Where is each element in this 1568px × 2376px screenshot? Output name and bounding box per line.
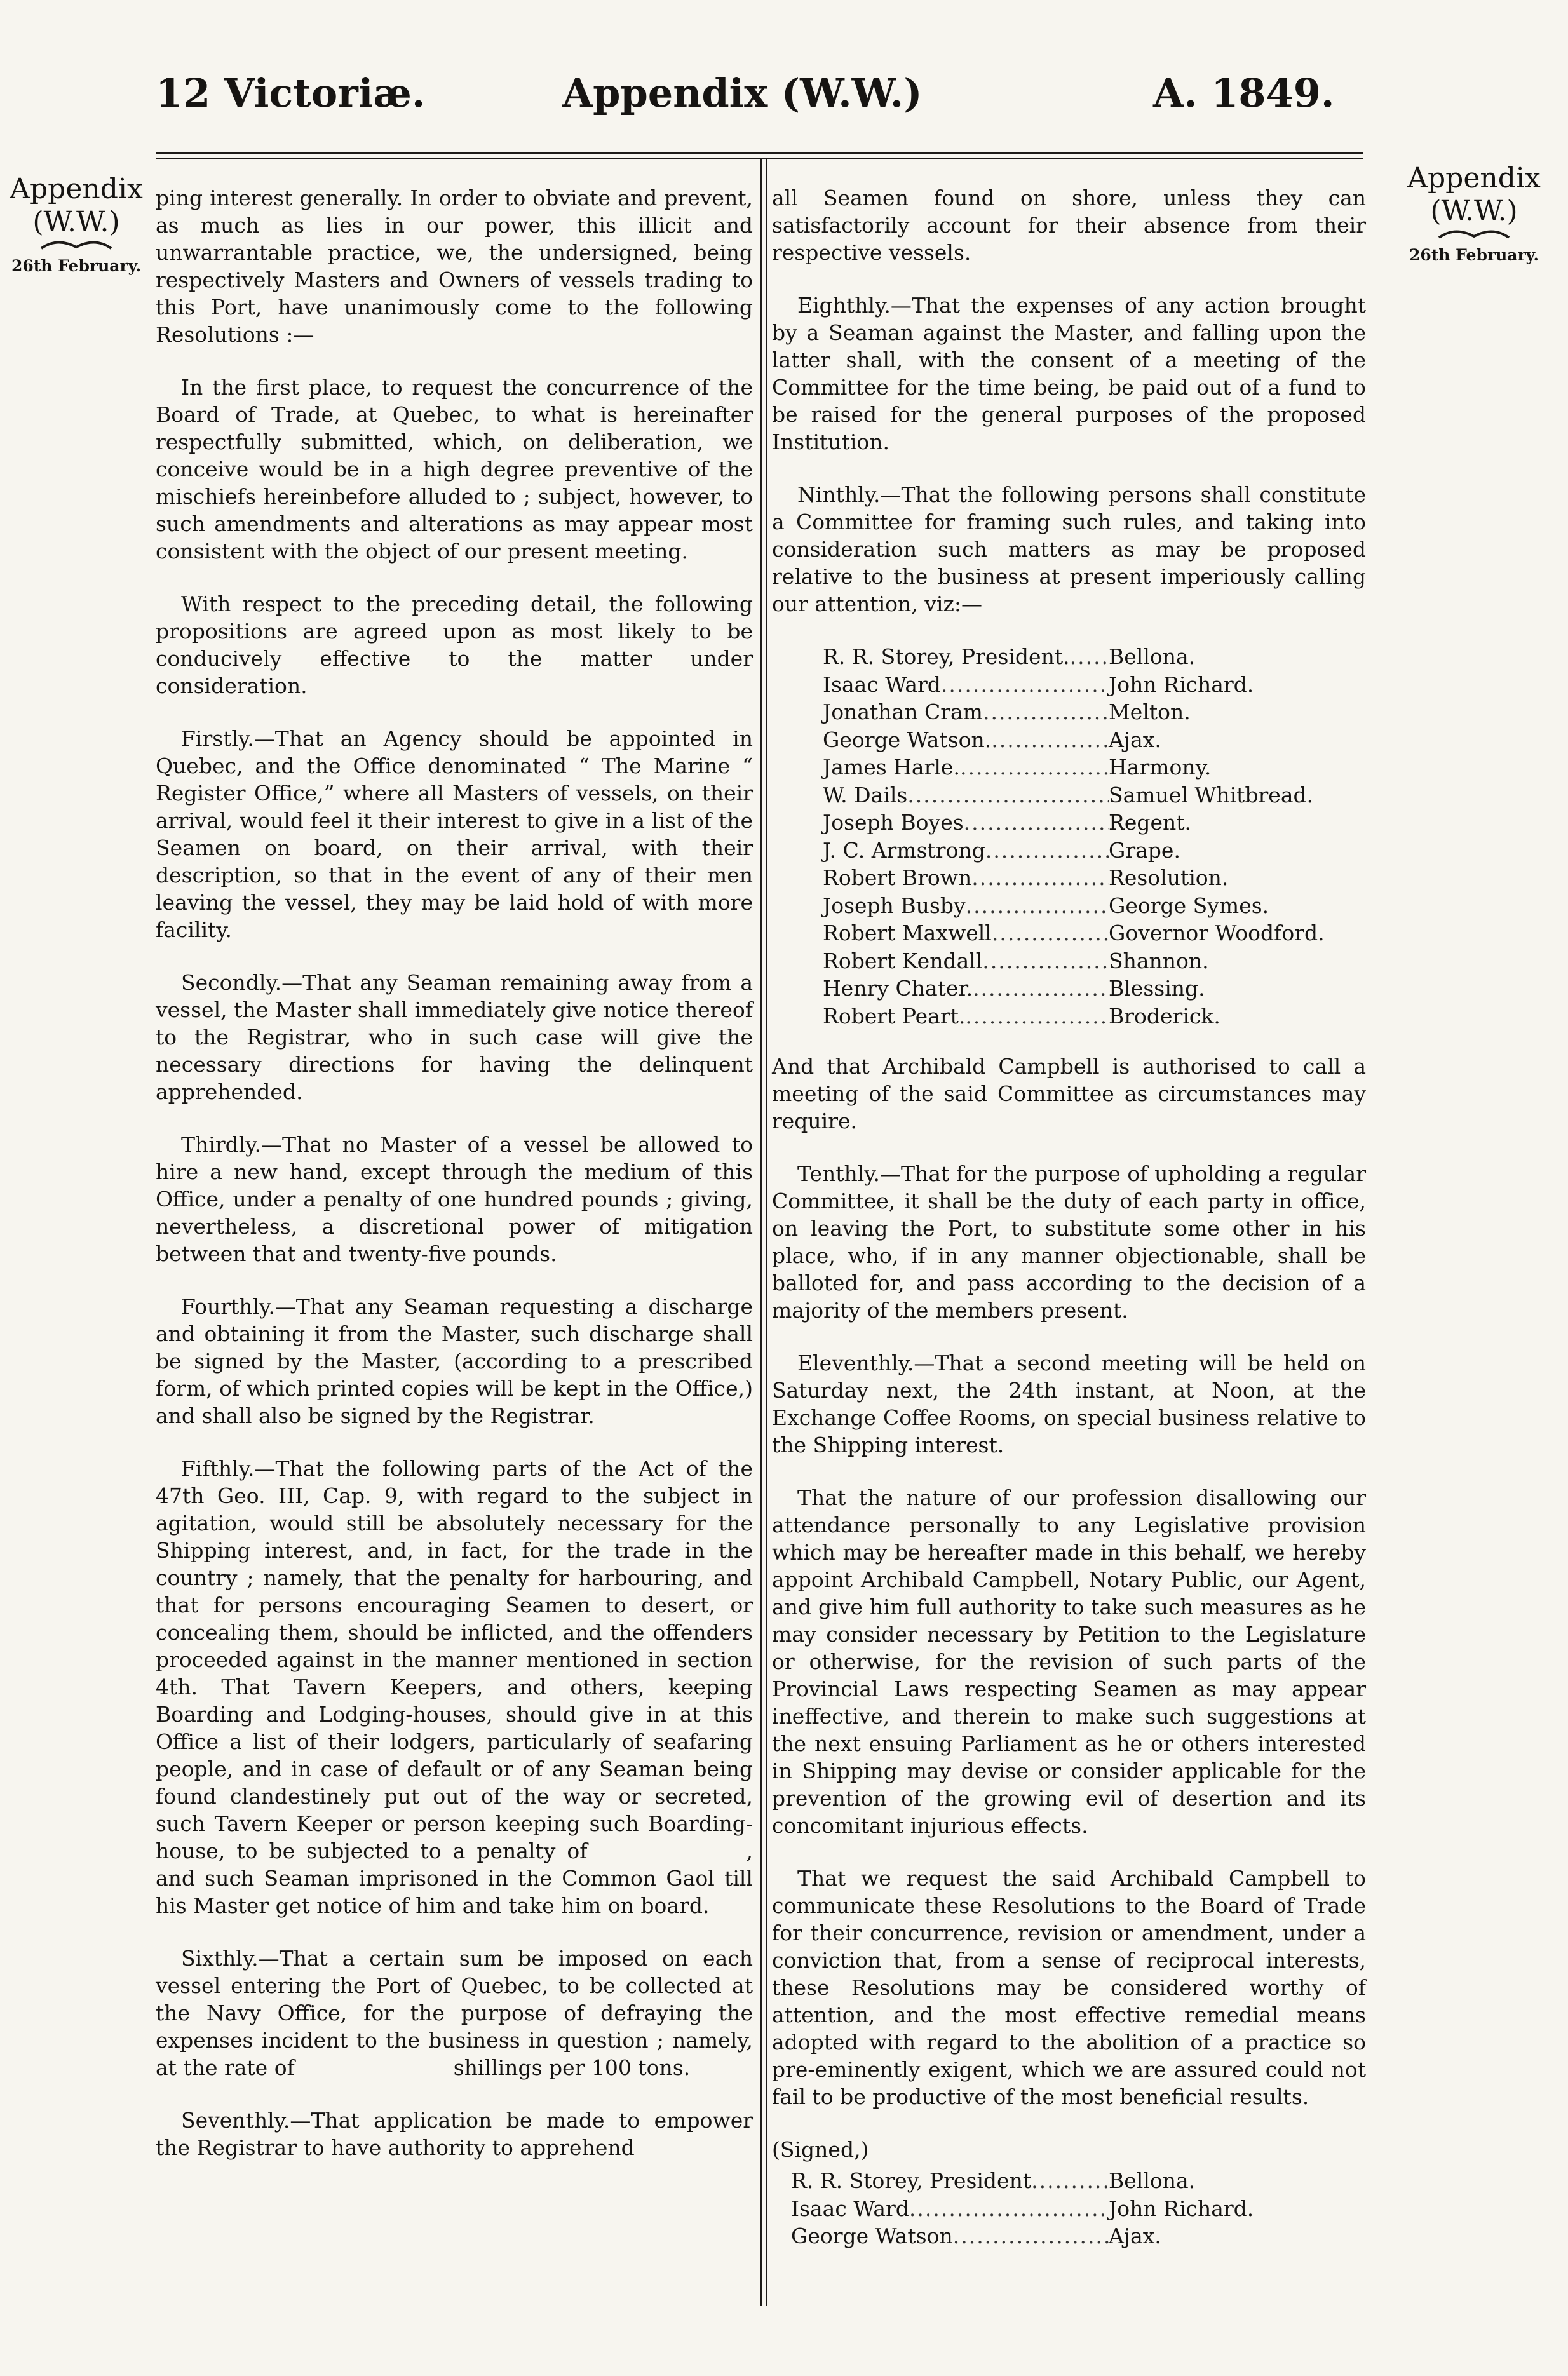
resolution-sixthly [156,1945,753,2081]
column-divider-right [766,159,767,2306]
vessel-name: Harmony. [1109,755,1212,780]
resolution-firstly: Firstly.—That an Agency should be appointed in Quebec, and the Office denominated “ The Marine “ Register Office,” where all Masters of vessels, on their arrival, would feel it their interest to give in a list of the Seamen on board, on their arrival, with their description, so that in the event of any of their men leaving the vessel, they may be laid hold of with more facility. [156,726,753,942]
page-header [0,70,1568,140]
dot-leader [1070,643,1109,671]
member-name: J. C. Armstrong [823,837,985,863]
vessel-name: Broderick. [1109,1003,1220,1029]
roster-row [823,809,1366,837]
signed-label: (Signed,) [772,2137,869,2162]
vessel-name: Regent. [1109,810,1192,835]
member-name: R. R. Storey, President. [823,644,1070,669]
dot-leader [991,726,1109,754]
resolution-eighthly: Eighthly.—That the expenses of any action brought by a Seaman against the Master, and falling upon the latter shall, with the consent of a meeting of the Committee for the time being, be paid out of a fund to be raised for the general purposes of the proposed Institution. [772,293,1366,454]
vessel-name: Ajax. [1109,2224,1161,2248]
member-name: R. R. Storey, President [791,2168,1032,2193]
member-name: Henry Chater. [823,976,973,1001]
roster-row [823,837,1366,865]
dot-leader [973,975,1109,1002]
dot-leader [953,2222,1109,2250]
resolution-eleventhly: Eleventhly.—That a second meeting will be held on Saturday next, the 24th instant, at Noon, at the Exchange Coffee Rooms, on special business relative to the Shipping interest. [772,1351,1366,1457]
vessel-name: Samuel Whitbread. [1109,782,1314,807]
vessel-name: John Richard. [1109,672,1254,697]
roster-row [823,781,1366,809]
resolution-thirdly: Thirdly.—That no Master of a vessel be allowed to hire a new hand, except through the medium of this Office, under a penalty of one hundred pounds ; giving, nevertheless, a discretional power of mitigation between that and twenty-five pounds. [156,1132,753,1266]
committee-roster [823,643,1366,1030]
resolution-tenthly: Tenthly.—That for the purpose of upholding a regular Committee, it shall be the duty of each party in office, on leaving the Port, to substitute some other in his place, who, if in any manner objectionable, shall be balloted for, and pass according to the decision of a majority of the members present. [772,1161,1366,1323]
roster-row [823,864,1366,892]
roster-row [823,975,1366,1002]
member-name: Isaac Ward [823,672,941,697]
margin-note-right [1398,162,1550,265]
header-session: 12 Victoriæ. [156,70,426,116]
dot-leader [982,947,1109,975]
vessel-name: Ajax. [1109,727,1161,752]
resolution-seventhly: Seventhly.—That application be made to empower the Registrar to have authority to apprehend [156,2108,753,2160]
roster-row [823,947,1366,975]
roster-row [791,2195,1366,2223]
vessel-name: George Symes. [1109,893,1269,918]
paragraph-preceding-detail: With respect to the preceding detail, the following propositions are agreed upon as most likely to be conducively effective to the matter under consideration. [156,591,753,698]
vessel-name: Bellona. [1109,644,1196,669]
header-rule-top [156,152,1363,154]
dot-leader [983,698,1109,726]
swash-ornament [38,239,114,253]
member-name: Robert Brown [823,865,972,890]
roster-row [823,698,1366,726]
fifthly-text: Fifthly.—That the following parts of the Act of the 47th Geo. III, Cap. 9, with regard to the subject in agitation, would still be absolutely necessary for the Shipping interest, and, in fact, for the trade in the country ; namely, that the penalty for harbouring, and that for persons encouraging Seamen to desert, or concealing them, should be inflicted, and the offenders proceeded against in the manner mentioned in section 4th. That Tavern Keepers, and others, keeping Boarding and Lodging-houses, should give in at this Office a list of their lodgers, particularly of seafaring people, and in case of default or of any Seaman being found clandestinely put out of the way or secreted, such Tavern Keeper or person keeping such Boarding-house, to be subjected to a penalty of [156,1456,753,1863]
roster-row [823,671,1366,699]
member-name: Joseph Boyes [823,810,964,835]
resolution-secondly: Secondly.—That any Seaman remaining away from a vessel, the Master shall immediately give notice thereof to the Registrar, who in such case will give the necessary directions for having the delinquent apprehended. [156,970,753,1104]
margin-note-date: 26th February. [1409,246,1539,264]
vessel-name: Shannon. [1109,948,1209,973]
roster-row [823,892,1366,920]
member-name: Isaac Ward [791,2196,909,2221]
member-name: Robert Kendall [823,948,983,973]
roster-row [823,753,1366,781]
margin-note-appendix: Appendix [10,173,143,205]
resolution-fifthly [156,1455,753,1919]
paragraph-appoint-agent: That the nature of our profession disallowing our attendance personally to any Legislative provision which may be hereafter made in this behalf, we hereby appoint Archibald Campbell, Notary Public, our Agent, and give him full authority to take such measures as he may consider necessary by Petition to the Legislature or otherwise, for the revision of such parts of the Provincial Laws respecting Seamen as may appear ineffective, and therein to make such suggestions at the next ensuing Parliament as he or others interested in Shipping may devise or consider applicable for the prevention of the growing evil of desertion and its concomitant injurious effects. [772,1485,1366,1838]
paragraph-first-place: In the first place, to request the concurrence of the Board of Trade, at Quebec, to what is hereinafter respectfully submitted, which, on deliberation, we conceive would be in a high degree preventive of the mischiefs hereinbefore alluded to ; subject, however, to such amendments and alterations as may appear most consistent with the object of our present meeting. [156,375,753,564]
margin-note-date: 26th February. [11,257,142,275]
left-column [156,184,753,2187]
dot-leader [907,781,1109,809]
dot-leader [1031,2167,1109,2195]
header-year: A. 1849. [1153,70,1335,116]
header-rule-bottom [156,158,1363,159]
dot-leader [985,837,1109,865]
margin-note-ref: (W.W.) [32,206,120,238]
sixthly-text-end: shillings per 100 tons. [453,2055,691,2080]
margin-note-appendix: Appendix [1407,162,1541,194]
vessel-name: John Richard. [1109,2196,1254,2221]
signatory-roster [791,2167,1366,2250]
dot-leader [992,919,1109,947]
dot-leader [909,2195,1109,2223]
vessel-name: Bellona. [1109,2168,1196,2193]
swash-ornament [1436,228,1512,242]
dot-leader [941,671,1109,699]
member-name: Jonathan Cram [823,699,983,724]
roster-row [823,919,1366,947]
member-name: George Watson [791,2224,953,2248]
dot-leader [971,864,1109,892]
member-name: Joseph Busby [823,893,966,918]
vessel-name: Governor Woodford. [1109,921,1325,945]
vessel-name: Blessing. [1109,976,1205,1001]
paragraph-continued-right: all Seamen found on shore, unless they can satisfactorily account for their absence from their respective vessels. [772,186,1366,265]
dot-leader [965,1002,1109,1030]
member-name: James Harle. [823,755,960,780]
roster-row [823,1002,1366,1030]
fifthly-text-end: , and such Seaman imprisoned in the Common Gaol till his Master get notice of him and take him on board. [156,1839,753,1918]
right-column [772,184,1366,2250]
member-name: Robert Peart. [823,1003,966,1029]
member-name: George Watson. [823,727,992,752]
margin-note-left [0,173,152,276]
resolution-ninthly: Ninthly.—That the following persons shall constitute a Committee for framing such rules, and taking into consideration such matters as may be proposed relative to the business at present imperiously calling our attention, viz:— [772,482,1366,616]
header-appendix-title: Appendix (W.W.) [562,70,923,116]
member-name: Robert Maxwell [823,921,992,945]
column-divider-left [760,159,762,2306]
member-name: W. Dails [823,782,908,807]
resolution-fourthly: Fourthly.—That any Seaman requesting a discharge and obtaining it from the Master, such discharge shall be signed by the Master, (according to a prescribed form, of which printed copies will be kept in the Office,) and shall also be signed by the Registrar. [156,1294,753,1428]
roster-row [823,643,1366,671]
vessel-name: Melton. [1109,699,1191,724]
margin-note-ref: (W.W.) [1430,195,1518,227]
vessel-name: Grape. [1109,837,1180,863]
dot-leader [960,753,1109,781]
roster-row [791,2167,1366,2195]
roster-row [791,2222,1366,2250]
dot-leader [964,809,1109,837]
paragraph-request-board: That we request the said Archibald Campbell to communicate these Resolutions to the Board of Trade for their concurrence, revision or amendment, under a conviction that, from a sense of reciprocal interests, these Resolutions may be considered worthy of attention, and the most effective remedial means adopted with regard to the abolition of a practice so pre-eminently exigent, which we are assured could not fail to be productive of the most beneficial results. [772,1866,1366,2109]
paragraph-continued: ping interest generally. In order to obviate and prevent, as much as lies in our power, this illicit and unwarrantable practice, we, the undersigned, being respectively Masters and Owners of vessels trading to this Port, have unanimously come to the following Resolutions :— [156,186,753,347]
dot-leader [966,892,1109,920]
paragraph-campbell-authorised: And that Archibald Campbell is authorised to call a meeting of the said Committee as circumstances may require. [772,1054,1366,1133]
sixthly-text: Sixthly.—That a certain sum be imposed on each vessel entering the Port of Quebec, to be collected at the Navy Office, for the purpose of defraying the expenses incident to the business in question ; namely, at the rate of [156,1946,753,2080]
vessel-name: Resolution. [1109,865,1229,890]
roster-row [823,726,1366,754]
